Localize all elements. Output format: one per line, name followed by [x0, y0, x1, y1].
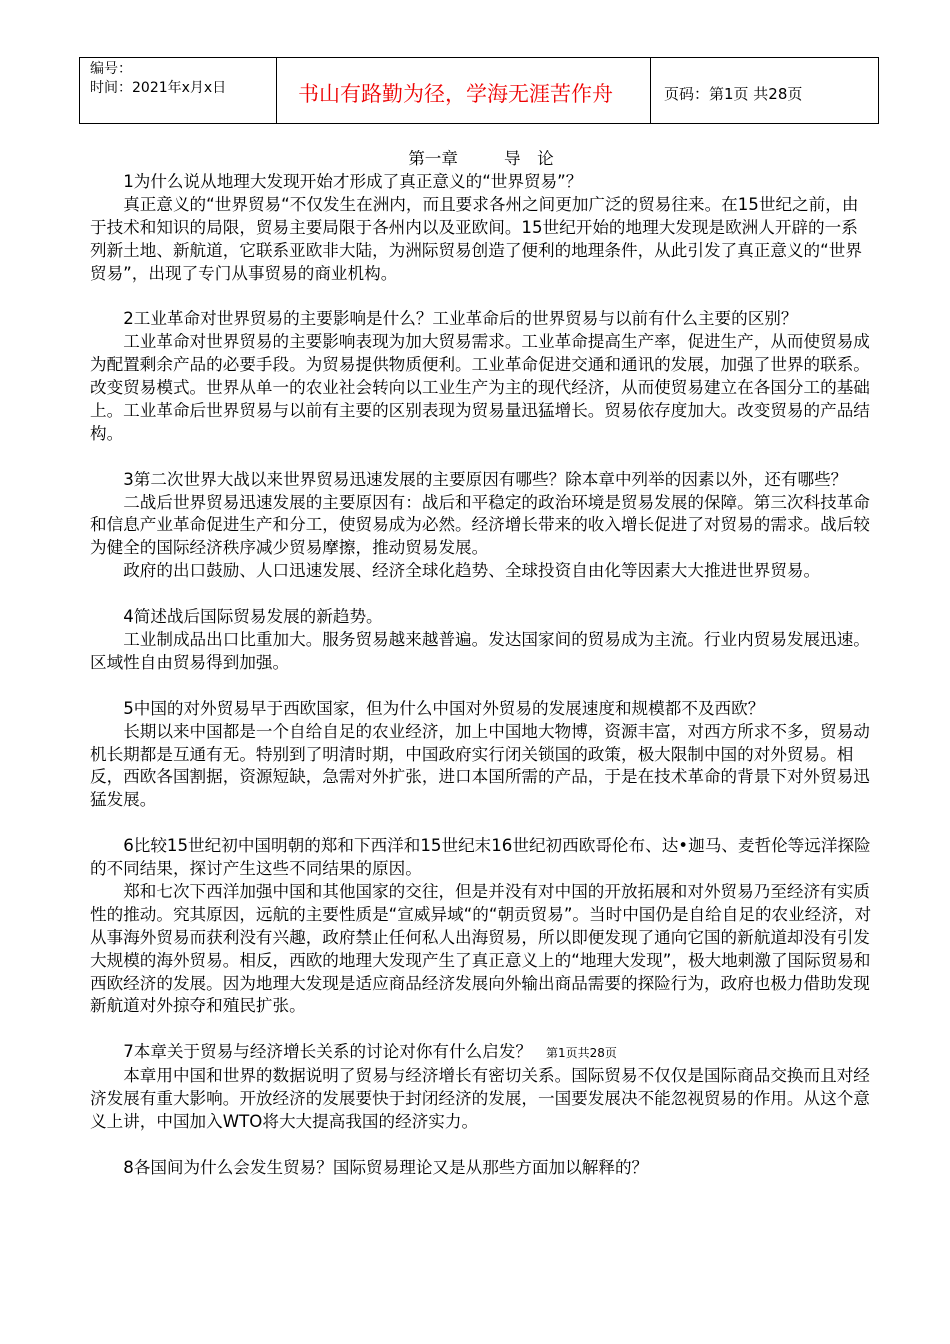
answer-2: 工业革命对世界贸易的主要影响表现为加大贸易需求。工业革命提高生产率，促进生产，从而使贸易成为配置剩余产品的必要手段。为贸易提供物质便利。工业革命促进交通和通讯的发展，加强了世界的联系。改变贸易模式。世界从单一的农业社会转向以工业生产为主的现代经济，从而使贸易建立在各国分工的基础上。工业革命后世界贸易与以前有主要的区别表现为贸易量迅猛增长。贸易依存度加大。改变贸易的产品结构。 — [90, 332, 870, 443]
answer-3b: 政府的出口鼓励、人口迅速发展、经济全球化趋势、全球投资自由化等因素大大推进世界贸易。 — [123, 561, 821, 581]
number-label: 编号： — [90, 61, 132, 77]
header-motto: 书山有路勤为径，学海无涯苦作舟 — [298, 82, 613, 106]
question-5: 5中国的对外贸易早于西欧国家，但为什么中国对外贸易的发展速度和规模都不及西欧？ — [123, 698, 765, 718]
header-divider-right — [650, 57, 651, 124]
answer-7: 本章用中国和世界的数据说明了贸易与经济增长有密切关系。国际贸易不仅仅是国际商品交换而且对经济发展有重大影响。开放经济的发展要快于封闭经济的发展，一国要发展决不能忽视贸易的作用。从这个意义上讲，中国加入WTO将大大提高我国的经济实力。 — [90, 1066, 870, 1131]
question-6: 6比较15世纪初中国明朝的郑和下西洋和15世纪末16世纪初西欧哥伦布、达•迦马、麦哲伦等远洋探险的不同结果，探讨产生这些不同结果的原因。 — [90, 836, 871, 879]
question-7-line — [90, 1041, 872, 1065]
question-1: 1为什么说从地理大发现开始才形成了真正意义的“世界贸易”？ — [123, 171, 583, 191]
question-2: 2工业革命对世界贸易的主要影响是什么？工业革命后的世界贸易与以前有什么主要的区别？ — [123, 309, 798, 329]
answer-1: 真正意义的“世界贸易“不仅发生在洲内，而且要求各州之间更加广泛的贸易往来。在15世纪之前，由于技术和知识的局限，贸易主要局限于各州内以及亚欧间。15世纪开始的地理大发现是欧洲人开辟的一系列新土地、新航道，它联系亚欧非大陆，为洲际贸易创造了便利的地理条件，从此引发了真正意义的“世界贸易”，出现了专门从事贸易的商业机构。 — [90, 194, 862, 283]
header-page-label: 页码：第1页 共28页 — [664, 85, 803, 103]
document-body — [90, 148, 872, 1180]
page-footer: 第1页共28页 — [546, 1046, 617, 1061]
answer-4: 工业制成品出口比重加大。服务贸易越来越普遍。发达国家间的贸易成为主流。行业内贸易发展迅速。区域性自由贸易得到加强。 — [90, 629, 870, 672]
question-3: 3第二次世界大战以来世界贸易迅速发展的主要原因有哪些？除本章中列举的因素以外，还有哪些？ — [123, 469, 848, 489]
answer-5: 长期以来中国都是一个自给自足的农业经济，加上中国地大物博，资源丰富，对西方所求不多，贸易动机长期都是互通有无。特别到了明清时期，中国政府实行闭关锁国的政策，极大限制中国的对外贸易。相反，西欧各国割据，资源短缺，急需对外扩张，进口本国所需的产品，于是在技术革命的背景下对外贸易迅猛发展。 — [90, 721, 870, 810]
question-7: 7本章关于贸易与经济增长关系的讨论对你有什么启发？ — [123, 1042, 532, 1062]
chapter-heading — [90, 148, 872, 171]
question-8: 8各国间为什么会发生贸易？国际贸易理论又是从那些方面加以解释的？ — [123, 1157, 649, 1177]
header-meta — [90, 60, 226, 98]
question-4: 4简述战后国际贸易发展的新趋势。 — [123, 607, 383, 627]
header-divider-left — [276, 57, 277, 124]
answer-6: 郑和七次下西洋加强中国和其他国家的交往，但是并没有对中国的开放拓展和对外贸易乃至经济有实质性的推动。究其原因，远航的主要性质是“宣威异域“的“朝贡贸易”。当时中国仍是自给自足的农业经济，对从事海外贸易而获利没有兴趣，政府禁止任何私人出海贸易，所以即便发现了通向它国的新航道却没有引发大规模的海外贸易。相反，西欧的地理大发现产生了真正意义上的“地理大发现”，极大地刺激了国际贸易和西欧经济的发展。因为地理大发现是适应商品经济发展向外输出商品需要的探险行为，政府也极力借助发现新航道对外掠夺和殖民扩张。 — [90, 881, 872, 1016]
answer-3a: 二战后世界贸易迅速发展的主要原因有：战后和平稳定的政治环境是贸易发展的保障。第三次科技革命和信息产业革命促进生产和分工，使贸易成为必然。经济增长带来的收入增长促进了对贸易的需求。战后较为健全的国际经济秩序减少贸易摩擦，推动贸易发展。 — [90, 492, 870, 558]
chapter-title: 第一章 — [408, 149, 458, 168]
chapter-subtitle: 导 论 — [504, 149, 554, 168]
document-header — [79, 57, 879, 124]
time-label: 时间：2021年x月x日 — [90, 80, 227, 96]
